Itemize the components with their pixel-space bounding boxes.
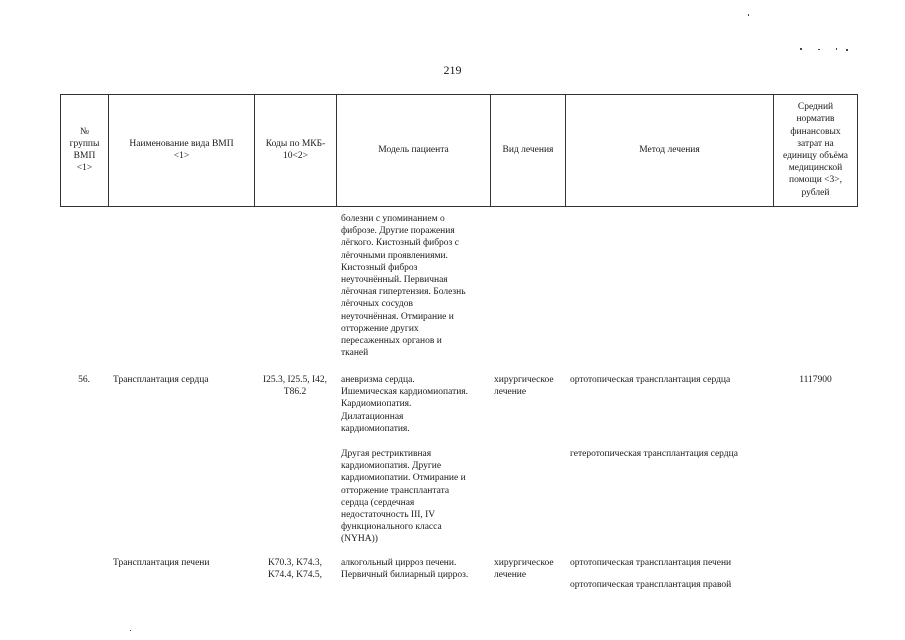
heart-group-no: 56. xyxy=(78,375,90,385)
heart-patient-model-1: аневризма сердца. Ишемическая кардиомиопатия. Кардиомиопатия. Дилатационная кардиомиопатия. xyxy=(341,375,469,434)
header-bottom-border xyxy=(60,206,858,207)
continuation-patient-model: болезни с упоминанием о фиброзе. Другие поражения лёгкого. Кистозный фиброз с лёгочными проявлениями. Кистозный фиброз неуточнённый. Первичная лёгочная гипертензия. Болезнь лёгочных сосудов неуточнённая. Отмирание и отторжение других пересаженных органов и тканей xyxy=(341,214,466,359)
header-avg-norm: Средний норматив финансовых затрат на единицу объёма медицинской помощи <3>, рублей xyxy=(782,102,849,198)
header-divider xyxy=(857,94,858,206)
heart-patient-model-2: Другая рестриктивная кардиомиопатия. Другие кардиомиопатии. Отмирание и отторжение трансплантата сердца (сердечная недостаточность III, IV функционального класса (NYHA)) xyxy=(341,449,466,545)
scan-speck xyxy=(748,14,749,16)
header-treatment-type: Вид лечения xyxy=(502,144,554,155)
heart-icd-codes: I25.3, I25.5, I42, T86.2 xyxy=(262,375,328,398)
header-vmp-name: Наименование вида ВМП <1> xyxy=(129,138,234,161)
liver-treatment-type: хирургическое лечение xyxy=(494,558,554,581)
liver-vmp-name: Трансплантация печени xyxy=(113,558,210,568)
header-treatment-method: Метод лечения xyxy=(639,144,700,155)
header-group-no: № группы ВМП <1> xyxy=(69,126,100,174)
header-icd-codes: Коды по МКБ- 10<2> xyxy=(265,138,326,161)
scan-speck xyxy=(800,48,802,50)
scan-speck xyxy=(130,630,131,631)
page-number: 219 xyxy=(443,63,462,77)
liver-method-2: ортотопическая трансплантация правой xyxy=(570,580,732,590)
heart-treatment-type: хирургическое лечение xyxy=(494,375,554,398)
liver-icd-codes: K70.3, K74.3, K74.4, K74.5, xyxy=(267,558,323,581)
heart-method-2: гетеротопическая трансплантация сердца xyxy=(570,449,738,459)
heart-method-1: ортотопическая трансплантация сердца xyxy=(570,375,731,385)
scan-speck xyxy=(818,49,820,50)
header-patient-model: Модель пациента xyxy=(378,144,449,155)
scan-speck xyxy=(836,48,837,50)
liver-method-1: ортотопическая трансплантация печени xyxy=(570,558,732,568)
heart-vmp-name: Трансплантация сердца xyxy=(113,375,209,385)
heart-cost: 1117900 xyxy=(799,375,832,385)
liver-patient-model: алкогольный цирроз печени. Первичный билиарный цирроз. xyxy=(341,558,469,581)
scan-speck xyxy=(846,49,848,51)
